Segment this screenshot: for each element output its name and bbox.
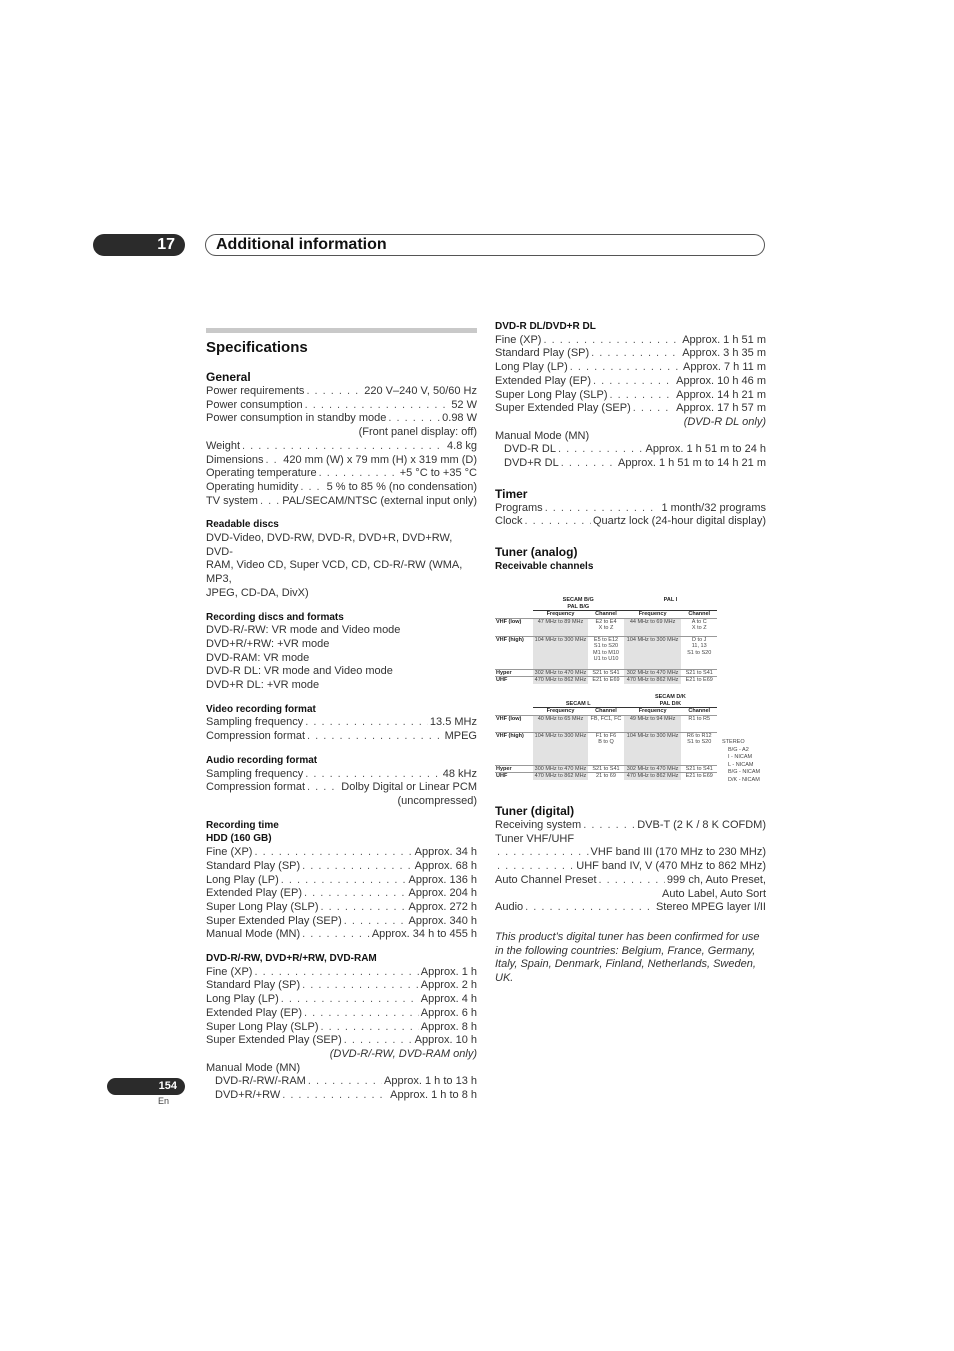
recording-discs-heading: Recording discs and formats bbox=[206, 611, 344, 623]
col-frequency: Frequency bbox=[546, 611, 575, 617]
spec-row: DVD+R DL . . . Approx. 1 h 51 m to 14 h 21 m bbox=[495, 457, 766, 471]
table-row: Hyper 300 MHz to 470 MHz S21 to S41 302 MHz to 470 MHz S21 to S41 bbox=[495, 765, 717, 773]
spec-row: Standard Play (SP) . . . Approx. 3 h 35 m bbox=[495, 347, 766, 361]
spec-row: Standard Play (SP) . . . Approx. 2 h bbox=[206, 979, 477, 993]
table2-group2: SECAM D/K PAL D/K bbox=[624, 694, 717, 708]
spec-row: Long Play (LP) . . . Approx. 7 h 11 m bbox=[495, 361, 766, 375]
specs-left-column bbox=[206, 328, 477, 1103]
col-frequency: Frequency bbox=[638, 708, 667, 714]
tuner-vhf-uhf-label: Tuner VHF/UHF bbox=[495, 832, 575, 845]
tuner-digital-heading: Tuner (digital) bbox=[495, 804, 575, 818]
table-row: VHF (high) 104 MHz to 300 MHz E5 to E12 S1 to S20 M1 to M10 U1 to U10 104 MHz to 300 MHz D to J 11, 13 S1 to S20 bbox=[495, 636, 717, 669]
dvd-note: (DVD-R/-RW, DVD-RAM only) bbox=[329, 1047, 477, 1060]
table-row: VHF (low) 47 MHz to 89 MHz E2 to E4 X to Z 44 MHz to 69 MHz A to C X to Z bbox=[495, 618, 717, 636]
col-frequency: Frequency bbox=[546, 708, 575, 714]
spec-row: Super Long Play (SLP) . . . Approx. 272 h bbox=[206, 901, 477, 915]
tuner-analog-heading: Tuner (analog) bbox=[495, 545, 578, 560]
table-row: VHF (high) 104 MHz to 300 MHz F1 to F6 B to Q 104 MHz to 300 MHz R6 to R12 S1 to S20 bbox=[495, 732, 717, 765]
spec-row: Super Extended Play (SEP) . . . Approx. 17 h 57 m bbox=[495, 402, 766, 416]
spec-row: Sampling frequency . . . 48 kHz bbox=[206, 768, 477, 782]
spec-row: Fine (XP) . . . Approx. 1 h 51 m bbox=[495, 334, 766, 348]
video-format-heading: Video recording format bbox=[206, 703, 316, 715]
spec-row: Dimensions . . . 420 mm (W) x 79 mm (H) x 319 mm (D) bbox=[206, 454, 477, 468]
readable-discs-line: DVD-Video, DVD-RW, DVD-R, DVD+R, DVD+RW, DVD- bbox=[206, 532, 453, 558]
recording-time-heading: Recording time bbox=[206, 819, 279, 831]
specs-right-column bbox=[495, 320, 766, 574]
spec-row: TV system . . . PAL/SECAM/NTSC (external input only) bbox=[206, 495, 477, 509]
col-channel: Channel bbox=[688, 611, 711, 617]
spec-row: Sampling frequency . . . 13.5 MHz bbox=[206, 716, 477, 730]
audio-format-heading: Audio recording format bbox=[206, 754, 318, 766]
spec-row: DVD-R/-RW/-RAM . . . Approx. 1 h to 13 h bbox=[206, 1075, 477, 1089]
receivable-channels-heading: Receivable channels bbox=[495, 561, 594, 573]
dl-note: (DVD-R DL only) bbox=[683, 415, 766, 428]
recording-discs-line: DVD-R/-RW: VR mode and Video mode bbox=[206, 624, 401, 637]
table-row: VHF (low) 40 MHz to 65 MHz FB, FC1, FC 49 MHz to 94 MHz R1 to R5 bbox=[495, 715, 717, 732]
spec-row: Audio . . . Stereo MPEG layer I/II bbox=[495, 901, 766, 915]
table-row: Hyper 302 MHz to 470 MHz S21 to S41 302 MHz to 470 MHz S21 to S41 bbox=[495, 669, 717, 677]
spec-row: DVD-R DL . . . Approx. 1 h 51 m to 24 h bbox=[495, 443, 766, 457]
spec-row: Super Long Play (SLP) . . . Approx. 8 h bbox=[206, 1021, 477, 1035]
spec-row: Power consumption . . . 52 W bbox=[206, 399, 477, 413]
readable-discs-heading: Readable discs bbox=[206, 519, 279, 531]
section-title: Specifications bbox=[206, 339, 308, 356]
chapter-title: Additional information bbox=[205, 234, 765, 256]
spec-row: Extended Play (EP) . . . Approx. 204 h bbox=[206, 887, 477, 901]
recording-discs-line: DVD-R DL: VR mode and Video mode bbox=[206, 665, 393, 678]
recording-discs-line: DVD-RAM: VR mode bbox=[206, 651, 310, 664]
channel-table-2 bbox=[495, 694, 717, 780]
table-row: UHF 470 MHz to 862 MHz 21 to 69 470 MHz to 862 MHz E21 to E69 bbox=[495, 773, 717, 780]
spec-row: Receiving system . . . DVB-T (2 K / 8 K COFDM) bbox=[495, 819, 766, 833]
preset-value-cont: Auto Label, Auto Sort bbox=[662, 887, 766, 900]
col-channel: Channel bbox=[595, 708, 617, 714]
spec-row: Extended Play (EP) . . . Approx. 10 h 46 m bbox=[495, 375, 766, 389]
col-channel: Channel bbox=[688, 708, 711, 714]
spec-row: Fine (XP) . . . Approx. 1 h bbox=[206, 966, 477, 980]
spec-row: Weight . . . 4.8 kg bbox=[206, 440, 477, 454]
spec-row: Operating temperature . . . +5 °C to +35 °C bbox=[206, 467, 477, 481]
readable-discs-line: JPEG, CD-DA, DivX) bbox=[206, 586, 309, 599]
hdd-heading: HDD (160 GB) bbox=[206, 833, 272, 845]
dvd-manual-label: Manual Mode (MN) bbox=[206, 1061, 301, 1074]
dl-manual-label: Manual Mode (MN) bbox=[495, 429, 590, 442]
spec-row: . . . VHF band III (170 MHz to 230 MHz) bbox=[495, 846, 766, 860]
spec-row: Programs . . . 1 month/32 programs bbox=[495, 502, 766, 516]
section-divider bbox=[206, 328, 477, 333]
spec-row: Super Extended Play (SEP) . . . Approx. 340 h bbox=[206, 915, 477, 929]
recording-discs-line: DVD+R/+RW: +VR mode bbox=[206, 637, 330, 650]
timer-heading: Timer bbox=[495, 486, 528, 501]
spec-row: Auto Channel Preset . . . 999 ch, Auto Preset, bbox=[495, 874, 766, 888]
dl-heading: DVD-R DL/DVD+R DL bbox=[495, 321, 596, 332]
readable-discs-line: RAM, Video CD, Super VCD, CD, CD-R/-RW (WMA, MP3, bbox=[206, 559, 463, 586]
language-label: En bbox=[158, 1096, 170, 1106]
spec-row: Long Play (LP) . . . Approx. 136 h bbox=[206, 874, 477, 888]
spec-row: Power requirements . . . 220 V–240 V, 50/60 Hz bbox=[206, 385, 477, 399]
audio-format-note: (uncompressed) bbox=[397, 794, 477, 807]
col-channel: Channel bbox=[595, 611, 617, 617]
page-number-badge: 154 bbox=[107, 1078, 185, 1095]
col-frequency: Frequency bbox=[638, 611, 667, 617]
spec-row: Compression format . . . Dolby Digital or Linear PCM bbox=[206, 781, 477, 795]
general-heading: General bbox=[206, 370, 251, 384]
tuner-digital-section bbox=[495, 804, 766, 986]
spec-row: Power consumption in standby mode . . . 0.98 W bbox=[206, 412, 477, 426]
table2-group1: SECAM L bbox=[533, 694, 624, 708]
spec-row: . . . UHF band IV, V (470 MHz to 862 MHz) bbox=[495, 860, 766, 874]
standby-note: (Front panel display: off) bbox=[358, 426, 477, 439]
chapter-number-badge: 17 bbox=[93, 234, 185, 256]
spec-row: Super Extended Play (SEP) . . . Approx. 10 h bbox=[206, 1034, 477, 1048]
spec-row: Super Long Play (SLP) . . . Approx. 14 h 21 m bbox=[495, 389, 766, 403]
channel-table-1 bbox=[495, 597, 717, 684]
digital-tuner-note: This product’s digital tuner has been confirmed for use in the following countries: Belgium, France, Germany, Italy, Spain, Denmark, Finland, Netherlands, Sweden, UK. bbox=[495, 930, 760, 985]
spec-row: Long Play (LP) . . . Approx. 4 h bbox=[206, 993, 477, 1007]
spec-row: Manual Mode (MN) . . . Approx. 34 h to 455 h bbox=[206, 928, 477, 942]
spec-row: DVD+R/+RW . . . Approx. 1 h to 8 h bbox=[206, 1089, 477, 1103]
spec-row: Clock . . . Quartz lock (24-hour digital display) bbox=[495, 515, 766, 529]
spec-row: Extended Play (EP) . . . Approx. 6 h bbox=[206, 1007, 477, 1021]
spec-row: Fine (XP) . . . Approx. 34 h bbox=[206, 846, 477, 860]
table-row: UHF 470 MHz to 862 MHz E21 to E69 470 MHz to 862 MHz E21 to E69 bbox=[495, 677, 717, 684]
dvd-heading: DVD-R/-RW, DVD+R/+RW, DVD-RAM bbox=[206, 953, 377, 965]
stereo-legend: STEREO B/G - A2 I - NICAM L - NICAM B/G - NICAM D/K - NICAM bbox=[722, 739, 761, 783]
spec-row: Standard Play (SP) . . . Approx. 68 h bbox=[206, 860, 477, 874]
spec-row: Operating humidity . . . 5 % to 85 % (no condensation) bbox=[206, 481, 477, 495]
spec-row: Compression format . . . MPEG bbox=[206, 730, 477, 744]
recording-discs-line: DVD+R DL: +VR mode bbox=[206, 679, 320, 692]
table1-group2: PAL I bbox=[624, 597, 717, 611]
table1-group1: SECAM B/G PAL B/G bbox=[533, 597, 624, 611]
